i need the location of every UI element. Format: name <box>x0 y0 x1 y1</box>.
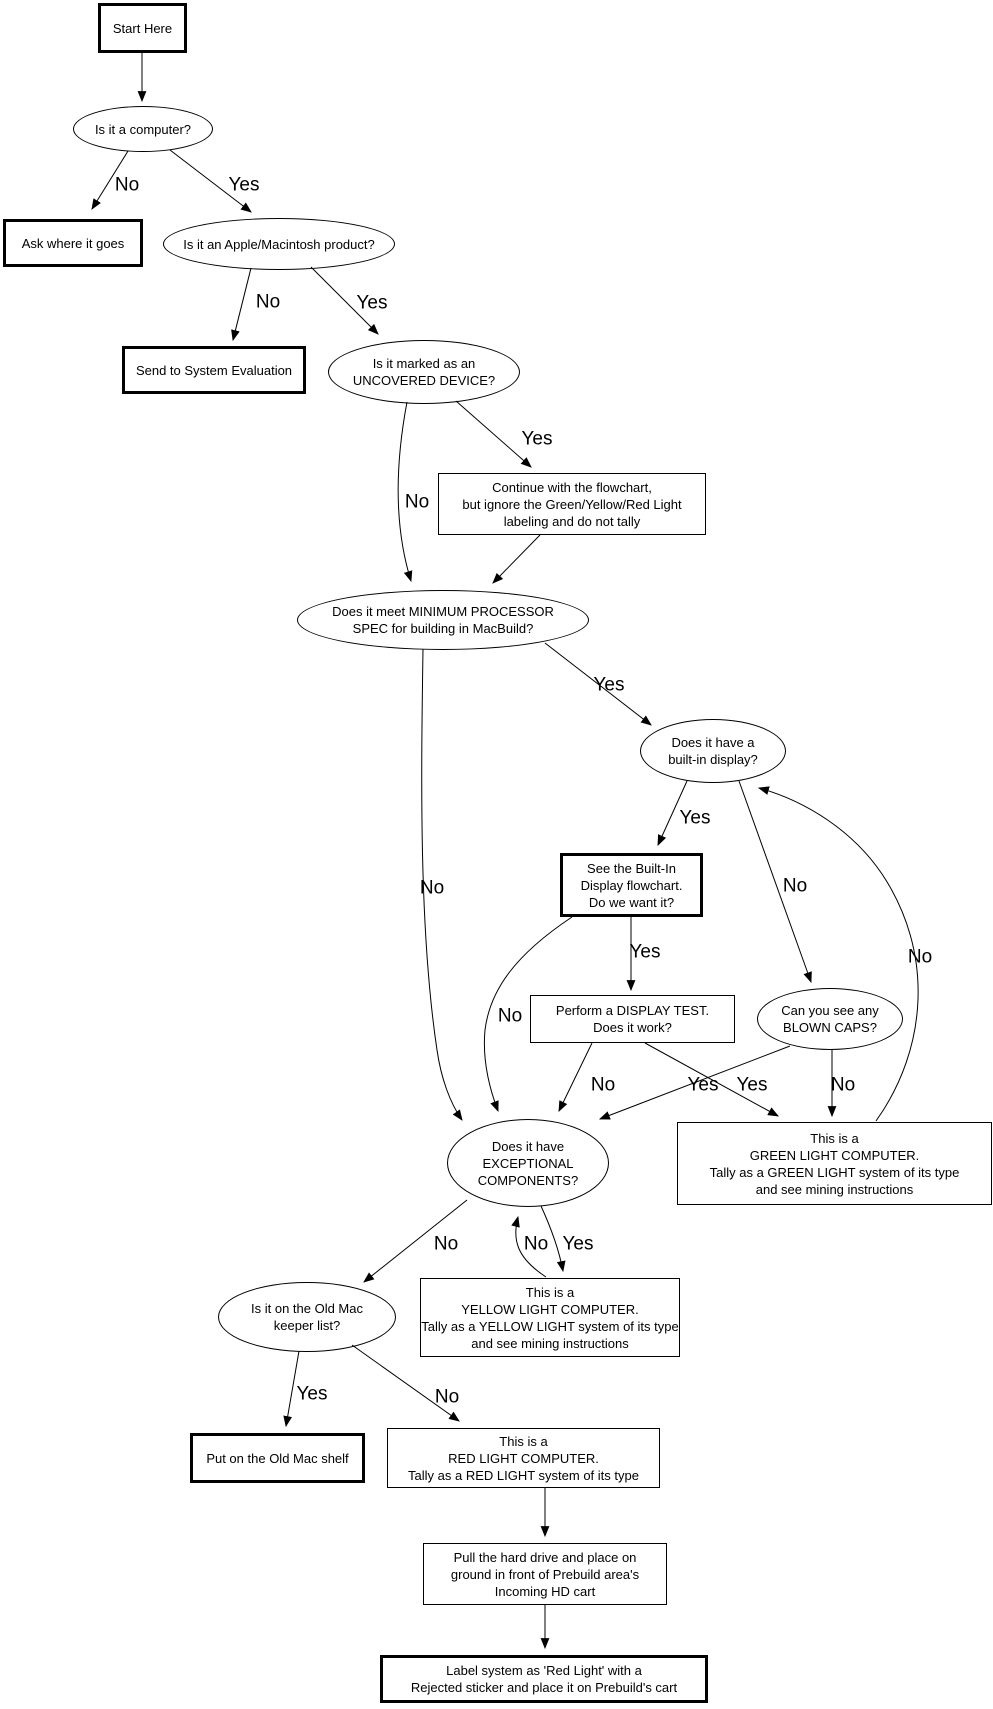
node-text-line: Continue with the flowchart, <box>492 479 652 495</box>
node-text-line: Display flowchart. <box>580 877 683 893</box>
edge-green-no-back-to-display <box>759 788 918 1121</box>
node-text-line: and see mining instructions <box>755 1181 914 1197</box>
node-text-line: Does it have <box>491 1138 565 1154</box>
node-text-line: labeling and do not tally <box>503 513 641 529</box>
node-text-line: Perform a DISPLAY TEST. <box>555 1003 710 1018</box>
node-text-line: Start Here <box>112 20 173 36</box>
edge-label-exceptional-no: No <box>433 1233 459 1255</box>
node-text-line: Tally as a YELLOW LIGHT system of its type <box>421 1318 679 1334</box>
edge-label-yellow-back-no: No <box>523 1233 549 1255</box>
edge-label-see-builtin-yes: Yes <box>629 941 661 963</box>
node-text-line: Is it a computer? <box>94 121 192 137</box>
edge-label-apple-no: No <box>255 291 281 313</box>
edge-oldmac-no-red <box>352 1345 459 1421</box>
node-text-line: This is a <box>810 1130 859 1146</box>
node-text-line: Ask where it goes <box>21 235 125 251</box>
node-text-line: Incoming HD cart <box>494 1583 596 1599</box>
edge-label-uncovered-no: No <box>404 491 430 513</box>
node-text-line: See the Built-In <box>587 860 676 876</box>
edge-label-see-builtin-no: No <box>497 1005 523 1027</box>
edge-continue-to-processor <box>493 535 540 583</box>
edge-label-exceptional-yes: Yes <box>562 1233 594 1255</box>
edge-label-display-test-no: No <box>590 1074 616 1096</box>
node-text-line: Is it marked as an <box>372 356 476 371</box>
node-text-line: This is a <box>525 1284 575 1300</box>
edge-label-display-yes: Yes <box>679 807 711 829</box>
node-text-line: built-in display? <box>668 752 758 767</box>
node-text-line: Does it have a <box>671 735 755 750</box>
edge-label-apple-yes: Yes <box>356 292 388 314</box>
edge-label-display-test-yes: Yes <box>736 1074 768 1096</box>
node-text-line: Do we want it? <box>588 894 675 910</box>
node-text-line: Can you see any <box>781 1003 879 1018</box>
node-text-line: Pull the hard drive and place on <box>453 1549 637 1565</box>
node-text-line: EXCEPTIONAL <box>482 1155 574 1171</box>
edge-displaytest-no-exceptional <box>559 1043 592 1111</box>
edge-label-green-back-no: No <box>907 946 933 968</box>
node-text-line: This is a <box>499 1433 548 1449</box>
node-text-line: Label system as 'Red Light' with a <box>446 1663 642 1678</box>
node-text-line: COMPONENTS? <box>477 1172 579 1188</box>
edge-uncovered-yes-continue <box>456 401 531 467</box>
node-text-line: Does it work? <box>593 1020 672 1035</box>
node-text-line: Does it meet MINIMUM PROCESSOR <box>332 604 554 619</box>
node-text-line: Is it on the Old Mac <box>251 1301 363 1316</box>
edge-label-old-mac-yes: Yes <box>296 1383 328 1405</box>
node-text-line: Send to System Evaluation <box>135 362 293 378</box>
node-text-line: and see mining instructions <box>471 1335 629 1351</box>
edge-label-blown-caps-no: No <box>830 1074 856 1096</box>
edge-label-old-mac-no: No <box>434 1386 460 1408</box>
edge-apple-no-sendeval <box>233 268 251 340</box>
edge-label-display-no: No <box>782 875 808 897</box>
node-text-line: YELLOW LIGHT COMPUTER. <box>461 1301 639 1317</box>
node-text-line: Put on the Old Mac shelf <box>206 1450 349 1466</box>
edge-label-computer-yes: Yes <box>228 174 260 196</box>
edge-label-blown-caps-yes: Yes <box>687 1074 719 1096</box>
node-text-line: but ignore the Green/Yellow/Red Light <box>462 496 682 512</box>
node-text-line: keeper list? <box>273 1318 341 1333</box>
edge-label-processor-no: No <box>419 877 445 899</box>
node-text-line: SPEC for building in MacBuild? <box>352 621 534 636</box>
node-text-line: Is it an Apple/Macintosh product? <box>183 236 375 252</box>
node-text-line: GREEN LIGHT COMPUTER. <box>749 1147 920 1163</box>
node-text-line: Rejected sticker and place it on Prebuild's cart <box>410 1680 678 1695</box>
node-text-line: RED LIGHT COMPUTER. <box>448 1450 599 1466</box>
node-text-line: ground in front of Prebuild area's <box>450 1566 640 1582</box>
edge-label-processor-yes: Yes <box>593 674 625 696</box>
edge-label-uncovered-yes: Yes <box>521 428 553 450</box>
node-text-line: BLOWN CAPS? <box>783 1020 877 1035</box>
node-text-line: Tally as a GREEN LIGHT system of its type <box>709 1164 960 1180</box>
node-text-line: Tally as a RED LIGHT system of its type <box>408 1467 639 1483</box>
edge-label-computer-no: No <box>114 174 140 196</box>
node-text-line: UNCOVERED DEVICE? <box>352 373 496 388</box>
